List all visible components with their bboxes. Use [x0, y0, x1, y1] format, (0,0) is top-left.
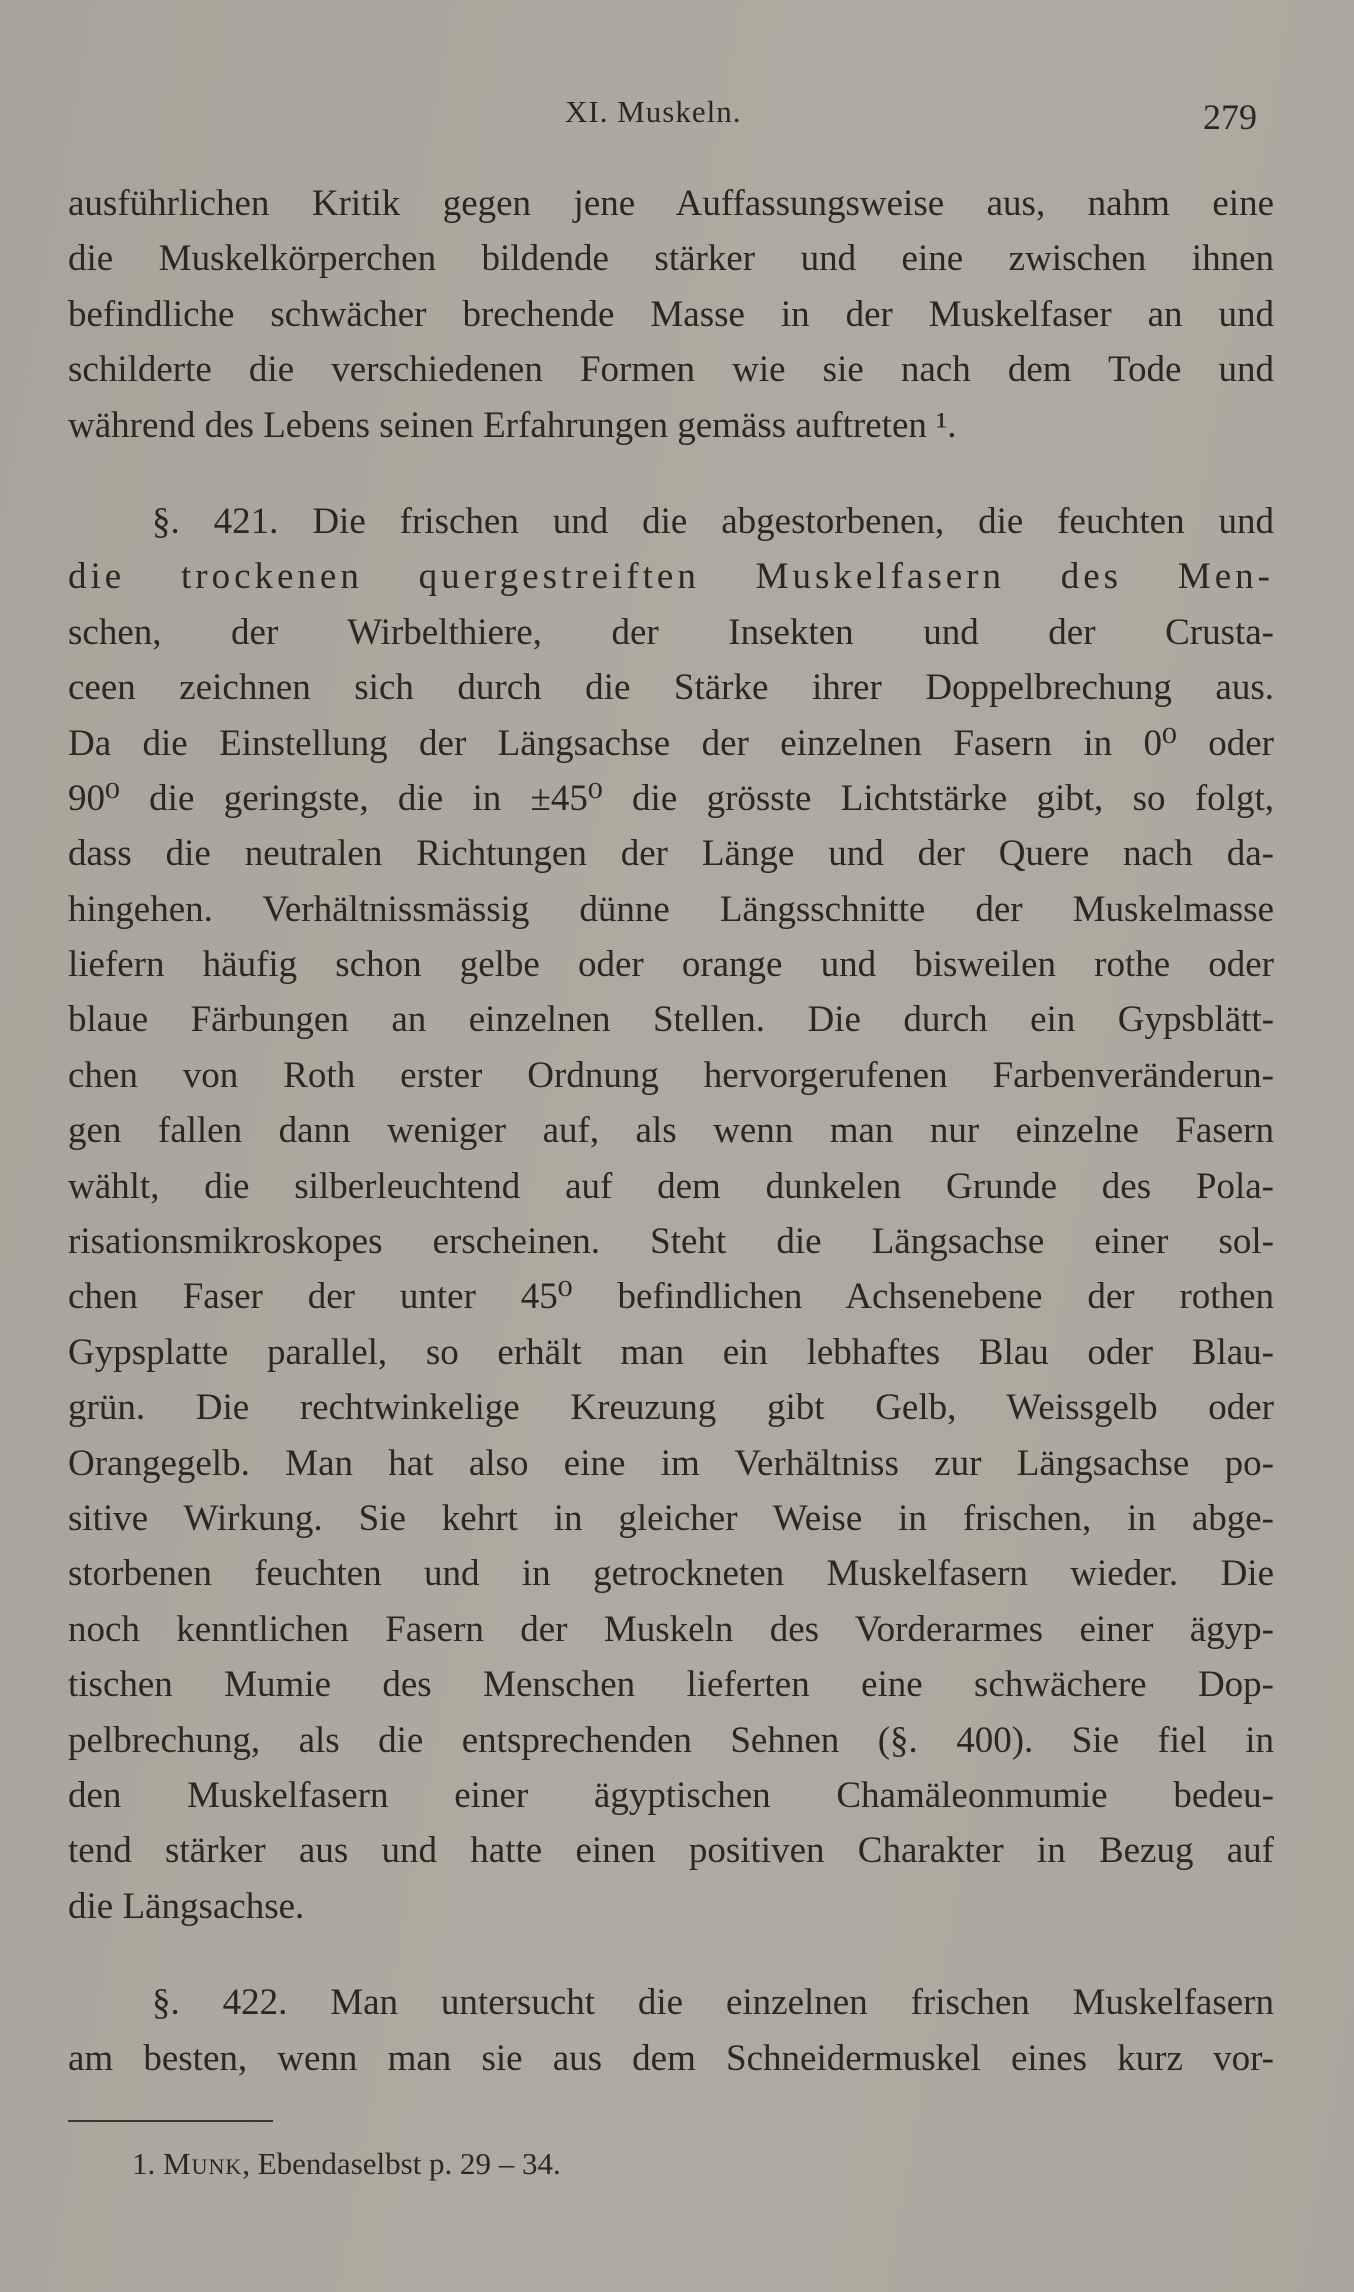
footnote-author: Munk [163, 2146, 243, 2181]
text-line: storbenen feuchten und in getrockneten Muskelfasern wieder. Die [68, 1553, 1274, 1595]
text-line: den Muskelfasern einer ägyptischen Chamäleonmumie bedeu- [68, 1774, 1274, 1816]
text-line: tischen Mumie des Menschen lieferten eine schwächere Dop- [68, 1664, 1274, 1706]
text-line: wählt, die silberleuchtend auf dem dunkelen Grunde des Pola- [68, 1165, 1274, 1207]
text-line: ausführlichen Kritik gegen jene Auffassungsweise aus, nahm eine [68, 183, 1274, 224]
text-line: Da die Einstellung der Längsachse der einzelnen Fasern in 0⁰ oder [68, 722, 1274, 764]
text-line: tend stärker aus und hatte einen positiven Charakter in Bezug auf [68, 1830, 1274, 1872]
paragraph-continuation [68, 176, 1274, 453]
footnote [132, 2146, 561, 2182]
text-line: hingehen. Verhältnissmässig dünne Längsschnitte der Muskelmasse [68, 888, 1274, 930]
text-line: Gypsplatte parallel, so erhält man ein lebhaftes Blau oder Blau- [68, 1331, 1274, 1373]
text-line: 90⁰ die geringste, die in ±45⁰ die grösste Lichtstärke gibt, so folgt, [68, 777, 1274, 819]
text-line: pelbrechung, als die entsprechenden Sehnen (§. 400). Sie fiel in [68, 1719, 1274, 1761]
text-line: chen Faser der unter 45⁰ befindlichen Achsenebene der rothen [68, 1276, 1274, 1318]
text-line: §. 421. Die frischen und die abgestorbenen, die feuchten und [152, 500, 1274, 542]
footnote-rule [68, 2120, 273, 2122]
footnote-number: 1. [132, 2146, 156, 2181]
text-line: schilderte die verschiedenen Formen wie sie nach dem Tode und [68, 349, 1274, 391]
paragraph-421 [68, 494, 1274, 1934]
text-line: ceen zeichnen sich durch die Stärke ihrer Doppelbrechung aus. [68, 667, 1274, 709]
page-number: 279 [1203, 97, 1257, 137]
text-line: liefern häufig schon gelbe oder orange und bisweilen rothe oder [68, 944, 1274, 986]
text-line: dass die neutralen Richtungen der Länge und der Quere nach da- [68, 833, 1274, 875]
text-line: befindliche schwächer brechende Masse in der Muskelfaser an und [68, 293, 1274, 335]
text-line: sitive Wirkung. Sie kehrt in gleicher Weise in frischen, in abge- [68, 1497, 1274, 1539]
page-header [0, 90, 1354, 140]
paragraph-422 [68, 1975, 1274, 2086]
text-line: chen von Roth erster Ordnung hervorgerufenen Farbenveränderun- [68, 1054, 1274, 1096]
text-line: noch kenntlichen Fasern der Muskeln des Vorderarmes einer ägyp- [68, 1608, 1274, 1650]
text-line: gen fallen dann weniger auf, als wenn man nur einzelne Fasern [68, 1110, 1274, 1152]
text-line: Orangegelb. Man hat also eine im Verhältniss zur Längsachse po- [68, 1442, 1274, 1484]
body-text [68, 176, 1274, 2086]
text-line: schen, der Wirbelthiere, der Insekten und der Crusta- [68, 611, 1274, 653]
text-line: §. 422. Man untersucht die einzelnen frischen Muskelfasern [152, 1982, 1274, 2024]
text-line: blaue Färbungen an einzelnen Stellen. Die durch ein Gypsblätt- [68, 999, 1274, 1041]
text-line: risationsmikroskopes erscheinen. Steht die Längsachse einer sol- [68, 1221, 1274, 1263]
text-line: am besten, wenn man sie aus dem Schneidermuskel eines kurz vor- [68, 2037, 1274, 2079]
text-line: während des Lebens seinen Erfahrungen gemäss auftreten ¹. [68, 404, 957, 446]
running-head: XI. Muskeln. [565, 94, 742, 129]
footnote-text: , Ebendaselbst p. 29 – 34. [242, 2146, 561, 2181]
text-line: die Muskelkörperchen bildende stärker und eine zwischen ihnen [68, 238, 1274, 280]
text-line: grün. Die rechtwinkelige Kreuzung gibt Gelb, Weissgelb oder [68, 1387, 1274, 1429]
text-line: die Längsachse. [68, 1885, 305, 1927]
text-line: die trockenen quergestreiften Muskelfasern des Men- [68, 556, 1274, 598]
